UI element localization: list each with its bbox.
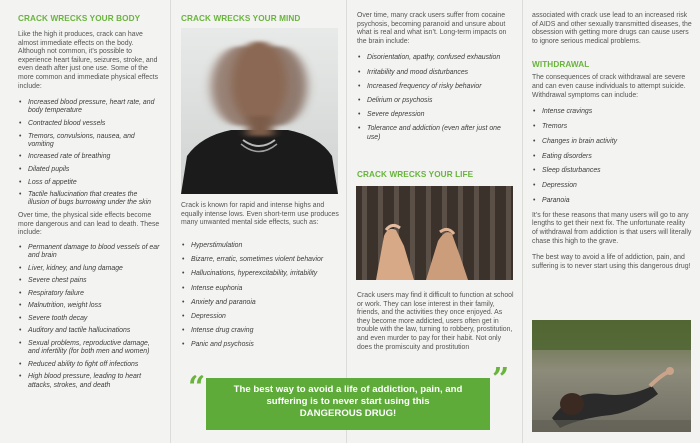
list-item: • Changes in brain activity bbox=[532, 138, 692, 146]
blurred-man-image bbox=[181, 28, 338, 194]
long-term-effects-list bbox=[18, 244, 160, 390]
immediate-effects-list bbox=[18, 99, 160, 207]
list-item: • Intense euphoria bbox=[181, 285, 339, 293]
middle-text: Over time, the physical side effects become more dangerous and can lead to death. These include: bbox=[18, 211, 160, 237]
list-item: • Reduced ability to fight off infections bbox=[18, 361, 160, 369]
life-text: Crack users may find it difficult to function at school or work. They can lose interest in their family, friends, and the activities they once enjoyed. As they become more addicted, users often get in trouble with the law, turning to robbery, prostitution, and even murder to pay for their habit. Not only does the promiscuity and prostitution bbox=[357, 292, 514, 351]
list-item: • Panic and psychosis bbox=[181, 341, 339, 349]
list-item: • Depression bbox=[181, 313, 339, 321]
list-item: • Contracted blood vessels bbox=[18, 120, 160, 128]
heading-withdrawal: WITHDRAWAL bbox=[532, 60, 590, 70]
list-item: • Irritability and mood disturbances bbox=[357, 69, 516, 77]
list-item: • Tremors bbox=[532, 123, 692, 131]
banner-line-2: suffering is to never start using this bbox=[266, 396, 430, 407]
heading-life: CRACK WRECKS YOUR LIFE bbox=[357, 170, 474, 179]
brain-effects-list bbox=[357, 54, 516, 141]
jail-bars-photo bbox=[356, 186, 513, 280]
list-item: • Sleep disturbances bbox=[532, 167, 692, 175]
collapsed-person-image bbox=[532, 320, 691, 432]
list-item: • Auditory and tactile hallucinations bbox=[18, 327, 160, 335]
list-item: • Disorientation, apathy, confused exhaustion bbox=[357, 54, 516, 62]
list-item: • Eating disorders bbox=[532, 153, 692, 161]
list-item: • Severe depression bbox=[357, 111, 516, 119]
banner-line-1: The best way to avoid a life of addiction, pain, and bbox=[233, 384, 463, 395]
column-withdrawal bbox=[523, 0, 700, 443]
list-item: • Intense cravings bbox=[532, 108, 692, 116]
banner-line-3: DANGEROUS DRUG! bbox=[299, 408, 397, 419]
list-item: • Hallucinations, hyperexcitability, irritability bbox=[181, 270, 339, 278]
list-item: • Tremors, convulsions, nausea, and vomiting bbox=[18, 133, 160, 149]
list-item: • Bizarre, erratic, sometimes violent behavior bbox=[181, 256, 339, 264]
list-item: • Permanent damage to blood vessels of ear and brain bbox=[18, 244, 160, 260]
mental-effects-list bbox=[181, 242, 339, 356]
list-item: • Increased frequency of risky behavior bbox=[357, 83, 516, 91]
list-item: • Increased blood pressure, heart rate, and body temperature bbox=[18, 99, 160, 115]
list-item: • Respiratory failure bbox=[18, 290, 160, 298]
intro-psychosis: Over time, many crack users suffer from cocaine psychosis, becoming paranoid and unsure about what is real and what isn’t. Long-term impacts on the brain include: bbox=[357, 12, 507, 45]
column-body bbox=[0, 0, 170, 443]
list-item: • Hyperstimulation bbox=[181, 242, 339, 250]
list-item: • Severe tooth decay bbox=[18, 315, 160, 323]
heading-mind: CRACK WRECKS YOUR MIND bbox=[181, 14, 301, 23]
list-item: • Depression bbox=[532, 182, 692, 190]
list-item: • Severe chest pains bbox=[18, 277, 160, 285]
list-item: • Intense drug craving bbox=[181, 327, 339, 335]
close-quote-icon: ” bbox=[492, 362, 510, 397]
list-item: • Loss of appetite bbox=[18, 179, 160, 187]
open-quote-icon: “ bbox=[188, 370, 206, 405]
withdrawal-symptoms-list bbox=[532, 108, 692, 205]
list-item: • High blood pressure, leading to heart attacks, strokes, and death bbox=[18, 373, 160, 389]
list-item: • Malnutrition, weight loss bbox=[18, 302, 160, 310]
blurred-man-photo bbox=[181, 28, 338, 194]
list-item: • Tactile hallucination that creates the illusion of bugs burrowing under the skin bbox=[18, 191, 160, 207]
reasons-text: It’s for these reasons that many users will go to any lengths to get their next fix. The unfortunate reality of withdrawal from addiction is that users will literally chase this high to the grave. bbox=[532, 211, 692, 245]
heading-body: CRACK WRECKS YOUR BODY bbox=[18, 14, 141, 23]
list-item: • Sexual problems, reproductive damage, and infertility (for both men and women) bbox=[18, 340, 160, 356]
intro-body: Like the high it produces, crack can have almost immediate effects on the body. Although not common, it’s possible to experience heart failure, seizures, stroke, and even death after just one use. Some of the more common and immediate physical effects include: bbox=[18, 31, 159, 90]
continued-text: associated with crack use lead to an increased risk of AIDS and other sexually transmitted diseases, the obsession with getting more drugs can cause users to ignore serious medical problems. bbox=[532, 12, 692, 45]
collapsed-person-photo bbox=[532, 320, 691, 432]
intro-mind: Crack is known for rapid and intense highs and equally intense lows. Even short-term use produces many unwanted mental side effects, such as: bbox=[181, 202, 339, 227]
intro-withdrawal: The consequences of crack withdrawal are severe and can even cause individuals to attempt suicide. Withdrawal symptoms can include: bbox=[532, 74, 686, 99]
list-item: • Delirium or psychosis bbox=[357, 97, 516, 105]
list-item: • Tolerance and addiction (even after just one use) bbox=[357, 125, 516, 141]
jail-bars-image bbox=[356, 186, 513, 280]
call-to-action-banner bbox=[206, 378, 490, 430]
list-item: • Increased rate of breathing bbox=[18, 153, 160, 161]
best-way-text: The best way to avoid a life of addiction, pain, and suffering is to never start using this dangerous drug! bbox=[532, 254, 691, 270]
list-item: • Liver, kidney, and lung damage bbox=[18, 265, 160, 273]
list-item: • Paranoia bbox=[532, 197, 692, 205]
list-item: • Anxiety and paranoia bbox=[181, 299, 339, 307]
list-item: • Dilated pupils bbox=[18, 166, 160, 174]
